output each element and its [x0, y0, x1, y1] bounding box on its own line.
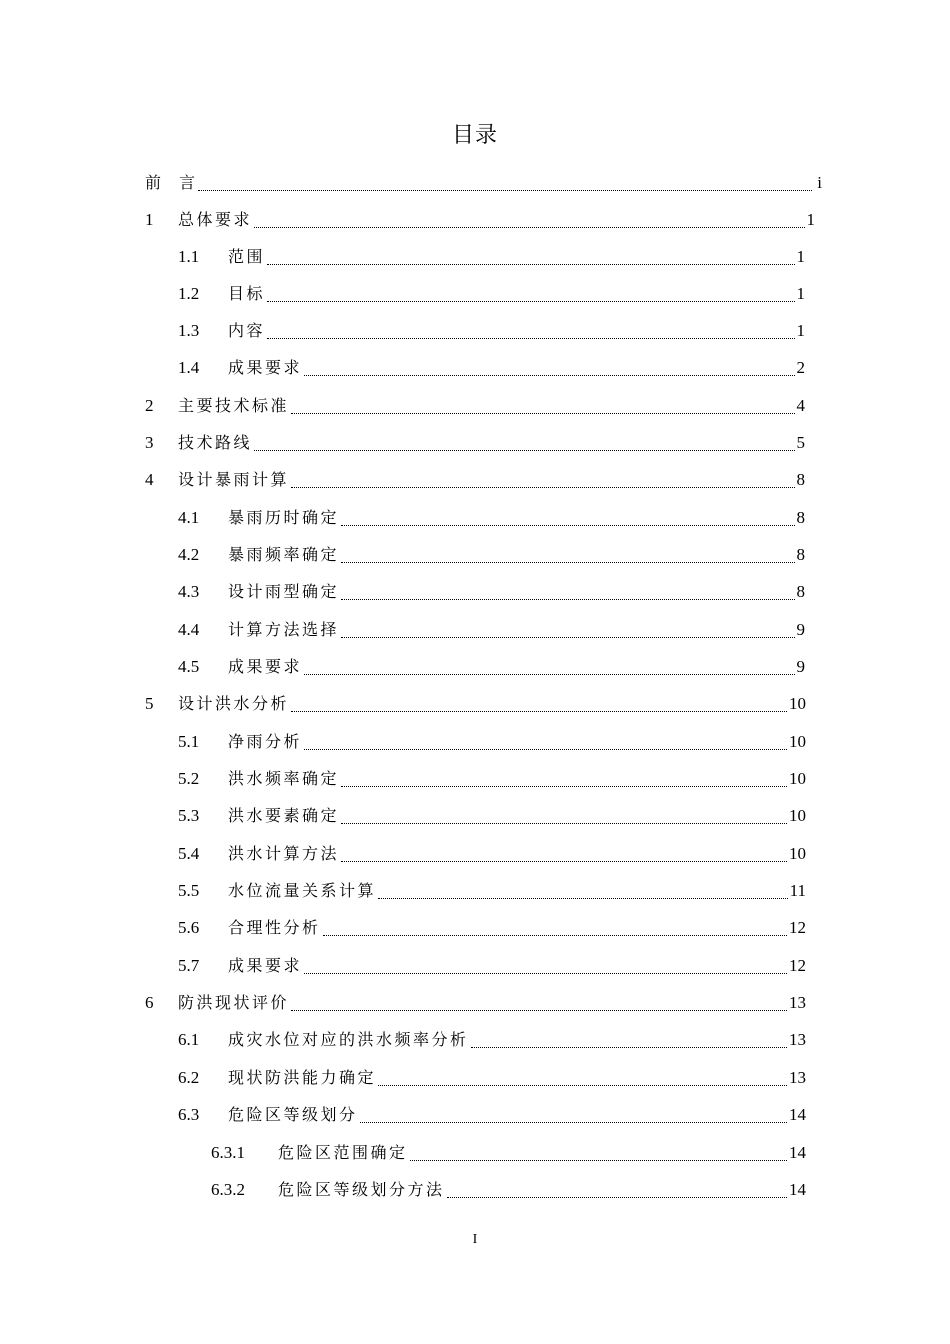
- toc-entry-page: 11: [789, 881, 806, 900]
- toc-entry-title: 设计暴雨计算: [178, 470, 290, 489]
- toc-entry-page: 1: [796, 284, 805, 303]
- toc-entry-number: 6.3.1: [211, 1143, 245, 1162]
- toc-entry-number: 6: [145, 993, 154, 1012]
- toc-entry-title: 成果要求: [228, 956, 303, 975]
- toc-entry-number: 5.7: [178, 956, 200, 975]
- toc-entry-title: 危险区等级划分方法: [278, 1180, 445, 1199]
- toc-entry-section[interactable]: [178, 730, 806, 754]
- toc-entry-number: 4: [145, 470, 154, 489]
- toc-entry-title: 现状防洪能力确定: [228, 1068, 377, 1087]
- toc-entry-chapter[interactable]: [145, 468, 805, 492]
- toc-entry-title: 成果要求: [228, 657, 303, 676]
- toc-leader-dots: [304, 961, 787, 974]
- toc-entry-title: 危险区范围确定: [278, 1143, 408, 1162]
- toc-leader-dots: [471, 1035, 787, 1048]
- toc-leader-dots: [410, 1148, 787, 1161]
- toc-entry-page: 1: [796, 247, 805, 266]
- toc-entry-title: 暴雨历时确定: [228, 508, 340, 527]
- toc-entry-section[interactable]: [178, 618, 805, 642]
- toc-entry-number: 前 言: [145, 173, 197, 192]
- toc-entry-title: 水位流量关系计算: [228, 881, 377, 900]
- toc-entry-section[interactable]: [178, 506, 805, 530]
- toc-leader-dots: [291, 475, 794, 488]
- toc-entry-section[interactable]: [178, 1066, 806, 1090]
- toc-entry-number: 6.3.2: [211, 1180, 245, 1199]
- toc-entry-page: 8: [796, 582, 805, 601]
- toc-entry-number: 3: [145, 433, 154, 452]
- toc-entry-section[interactable]: [178, 282, 805, 306]
- toc-entry-section[interactable]: [178, 804, 806, 828]
- toc-leader-dots: [341, 550, 794, 563]
- toc-entry-number: 5.6: [178, 918, 200, 937]
- toc-entry-title: 合理性分析: [228, 918, 321, 937]
- toc-entry-number: 5.3: [178, 806, 200, 825]
- toc-entry-page: 13: [789, 1030, 806, 1049]
- toc-entry-section[interactable]: [178, 655, 805, 679]
- toc-leader-dots: [267, 252, 794, 265]
- toc-leader-dots: [304, 363, 794, 376]
- toc-entry-title: 设计雨型确定: [228, 582, 340, 601]
- toc-leader-dots: [267, 289, 794, 302]
- page-number: I: [472, 1232, 478, 1247]
- toc-entry-number: 5.2: [178, 769, 200, 788]
- toc-entry-title: 成灾水位对应的洪水频率分析: [228, 1030, 469, 1049]
- toc-entry-page: 10: [789, 732, 806, 751]
- toc-entry-number: 5.4: [178, 844, 200, 863]
- toc-leader-dots: [341, 811, 787, 824]
- toc-leader-dots: [291, 998, 787, 1011]
- toc-entry-page: 12: [789, 956, 806, 975]
- toc-entry-page: 9: [796, 657, 805, 676]
- toc-entry-section[interactable]: [178, 543, 805, 567]
- toc-entry-title: 洪水要素确定: [228, 806, 340, 825]
- toc-entry-number: 5.5: [178, 881, 200, 900]
- toc-entry-title: 范围: [228, 247, 266, 266]
- toc-leader-dots: [378, 1073, 787, 1086]
- toc-entry-title: 净雨分析: [228, 732, 303, 751]
- toc-entry-section[interactable]: [178, 842, 806, 866]
- toc-entry-chapter[interactable]: [145, 991, 806, 1015]
- toc-entry-page: 13: [789, 993, 806, 1012]
- toc-leader-dots: [254, 438, 794, 451]
- toc-leader-dots: [291, 699, 787, 712]
- toc-entry-chapter[interactable]: [145, 394, 805, 418]
- toc-entry-section[interactable]: [178, 319, 805, 343]
- toc-entry-subsection[interactable]: [211, 1178, 806, 1202]
- toc-entry-page: 14: [789, 1105, 806, 1124]
- toc-entry-page: 2: [796, 358, 805, 377]
- toc-entry-number: 2: [145, 396, 154, 415]
- toc-leader-dots: [254, 215, 804, 228]
- toc-entry-number: 6.3: [178, 1105, 200, 1124]
- toc-leader-dots: [323, 923, 787, 936]
- toc-entry-page: 14: [789, 1143, 806, 1162]
- toc-entry-section[interactable]: [178, 1028, 806, 1052]
- toc-entry-subsection[interactable]: [211, 1141, 806, 1165]
- toc-entry-chapter[interactable]: [145, 208, 815, 232]
- toc-entry-page: 4: [796, 396, 805, 415]
- toc-entry-section[interactable]: [178, 245, 805, 269]
- toc-leader-dots: [198, 178, 812, 191]
- toc-entry-number: 1.2: [178, 284, 200, 303]
- toc-leader-dots: [341, 849, 787, 862]
- toc-entry-page: 14: [789, 1180, 806, 1199]
- toc-entry-section[interactable]: [178, 954, 806, 978]
- toc-entry-page: 1: [806, 210, 815, 229]
- toc-entry-title: 主要技术标准: [178, 396, 290, 415]
- toc-entry-page: 10: [789, 769, 806, 788]
- toc-entry-page: i: [817, 173, 822, 192]
- toc-leader-dots: [360, 1110, 787, 1123]
- toc-entry-title: 洪水计算方法: [228, 844, 340, 863]
- toc-entry-page: 8: [796, 508, 805, 527]
- toc-entry-page: 10: [789, 694, 806, 713]
- toc-entry-chapter[interactable]: [145, 692, 806, 716]
- toc-entry-section[interactable]: [178, 580, 805, 604]
- toc-entry-number: 1.1: [178, 247, 200, 266]
- toc-entry-title: 暴雨频率确定: [228, 545, 340, 564]
- toc-entry-page: 5: [796, 433, 805, 452]
- toc-leader-dots: [447, 1185, 787, 1198]
- toc-entry-section[interactable]: [178, 916, 806, 940]
- toc-leader-dots: [304, 737, 787, 750]
- toc-entry-title: 洪水频率确定: [228, 769, 340, 788]
- toc-entry-number: 4.2: [178, 545, 200, 564]
- toc-entry-title: 防洪现状评价: [178, 993, 290, 1012]
- toc-entry-page: 10: [789, 844, 806, 863]
- toc-entry-title: 计算方法选择: [228, 620, 340, 639]
- toc-entry-title: 成果要求: [228, 358, 303, 377]
- toc-entry-title: 技术路线: [178, 433, 253, 452]
- toc-entry-section[interactable]: [178, 356, 805, 380]
- toc-leader-dots: [341, 625, 794, 638]
- toc-entry-section[interactable]: [178, 767, 806, 791]
- toc-leader-dots: [291, 401, 794, 414]
- toc-leader-dots: [341, 587, 794, 600]
- toc-entry-page: 12: [789, 918, 806, 937]
- toc-entry-number: 6.2: [178, 1068, 200, 1087]
- toc-entry-title: 设计洪水分析: [178, 694, 290, 713]
- toc-entry-title: 目标: [228, 284, 266, 303]
- toc-entry-number: 4.3: [178, 582, 200, 601]
- toc-entry-chapter[interactable]: [145, 431, 805, 455]
- toc-entry-page: 1: [796, 321, 805, 340]
- toc-entry-number: 4.5: [178, 657, 200, 676]
- toc-entry-number: 4.4: [178, 620, 200, 639]
- toc-entry-title: 总体要求: [178, 210, 253, 229]
- toc-entry-page: 13: [789, 1068, 806, 1087]
- toc-leader-dots: [304, 662, 794, 675]
- toc-entry-number: 4.1: [178, 508, 200, 527]
- toc-entry-number: 1.3: [178, 321, 200, 340]
- toc-entry-section[interactable]: [178, 879, 806, 903]
- toc-entry-page: 8: [796, 545, 805, 564]
- toc-leader-dots: [341, 513, 794, 526]
- toc-entry-preface[interactable]: [145, 171, 822, 195]
- toc-entry-page: 10: [789, 806, 806, 825]
- toc-entry-page: 9: [796, 620, 805, 639]
- toc-entry-section[interactable]: [178, 1103, 806, 1127]
- toc-entry-title: 内容: [228, 321, 266, 340]
- page-title: 目录: [451, 123, 498, 148]
- toc-entry-number: 1.4: [178, 358, 200, 377]
- toc-leader-dots: [267, 326, 794, 339]
- toc-entry-number: 6.1: [178, 1030, 200, 1049]
- toc-leader-dots: [378, 886, 788, 899]
- toc-entry-page: 8: [796, 470, 805, 489]
- toc-entry-number: 5.1: [178, 732, 200, 751]
- toc-leader-dots: [341, 774, 787, 787]
- toc-entry-number: 5: [145, 694, 154, 713]
- toc-entry-number: 1: [145, 210, 154, 229]
- toc-entry-title: 危险区等级划分: [228, 1105, 358, 1124]
